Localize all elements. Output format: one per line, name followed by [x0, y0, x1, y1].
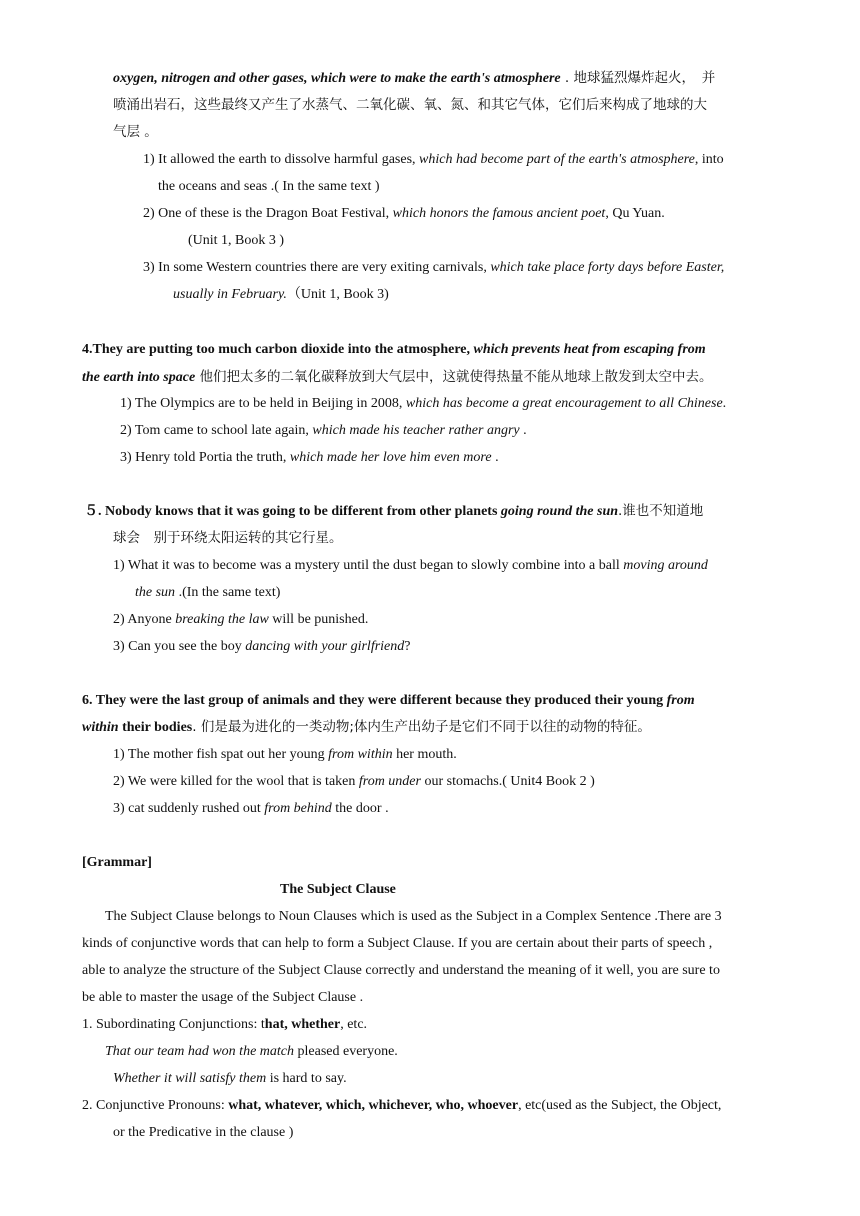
example-italic: which made his teacher rather angry: [312, 423, 520, 438]
example-text: ?: [404, 639, 411, 654]
example-text: 3) Henry told Portia the truth,: [120, 450, 290, 465]
heading-translation: . 们是最为进化的一类动物;体内生产出幼子是它们不同于以往的动物的特征。: [192, 719, 651, 735]
example-text: our stomachs.( Unit4 Book 2 ): [420, 774, 595, 789]
item-text: , etc.: [340, 1017, 368, 1032]
example-text: 3) In some Western countries there are very exiting carnivals,: [143, 260, 491, 275]
item-text: 1. Subordinating Conjunctions: t: [82, 1017, 265, 1032]
heading-bold-italic: the earth into space: [82, 370, 196, 385]
section-4-heading: [82, 340, 706, 360]
grammar-item-2-cont: or the Predicative in the clause ): [113, 1125, 294, 1140]
section-5-heading-cont: 球会 别于环绕太阳运转的其它行星。: [113, 530, 343, 546]
example-text: （Unit 1, Book 3): [286, 287, 389, 302]
intro-example-2: [143, 204, 665, 224]
example-text: is hard to say.: [266, 1071, 347, 1086]
example-text: 3) cat suddenly rushed out: [113, 801, 265, 816]
intro-line-3: 气层 。: [113, 124, 158, 140]
example-italic: which made her love him even more: [289, 450, 492, 465]
grammar-para-1: The Subject Clause belongs to Noun Clauses which is used as the Subject in a Complex Sentence .There are 3: [105, 909, 722, 924]
section-5-example-2: [113, 610, 368, 630]
example-text: 2) Tom came to school late again,: [120, 423, 313, 438]
example-text: 1) The Olympics are to be held in Beijing in 2008,: [120, 396, 406, 411]
example-italic: moving around: [623, 558, 708, 573]
example-italic: the sun: [135, 585, 176, 600]
example-italic: Whether it will satisfy them: [113, 1071, 267, 1086]
example-italic: which has become a great encouragement to all Chinese: [405, 396, 723, 411]
section-4-example-1: [120, 394, 726, 414]
section-6-heading: [82, 691, 695, 711]
item-bold: what, whatever, which, whichever, who, whoever: [228, 1098, 519, 1113]
example-text: the door .: [331, 801, 389, 816]
heading-bold-italic: going round the sun: [500, 504, 619, 519]
intro-example-2-cont: (Unit 1, Book 3 ): [188, 233, 285, 248]
example-text: 1) It allowed the earth to dissolve harmful gases,: [143, 152, 420, 167]
example-text: .(In the same text): [175, 585, 281, 600]
item-bold: hat, whether: [264, 1017, 341, 1032]
heading-bold-italic: within: [82, 720, 119, 735]
section-5-heading: [84, 501, 703, 521]
intro-line-2: 喷涌出岩石，这些最终又产生了水蒸气、二氧化碳、氧、氮、和其它气体，它们后来构成了地球的大: [113, 97, 707, 113]
section-4-example-2: [120, 421, 527, 441]
example-text: 2) We were killed for the wool that is taken: [113, 774, 359, 789]
heading-bold-italic: which prevents heat from escaping from: [473, 342, 706, 357]
heading-translation: .谁也不知道地: [618, 503, 704, 519]
item-text: 2. Conjunctive Pronouns:: [82, 1098, 229, 1113]
example-text: 1) The mother fish spat out her young: [113, 747, 329, 762]
example-italic: That our team had won the match: [105, 1044, 294, 1059]
example-italic: which take place forty days before Easter,: [490, 260, 725, 275]
example-text: 1) What it was to become was a mystery until the dust began to slowly combine into a ball: [113, 558, 624, 573]
section-5-example-1-cont: [135, 583, 280, 603]
example-text: .: [491, 450, 499, 465]
grammar-item-1: [82, 1015, 367, 1035]
heading-bold: their bodies: [118, 720, 193, 735]
intro-example-1: [143, 150, 724, 170]
example-text: , into: [694, 152, 724, 167]
example-text: her mouth.: [392, 747, 457, 762]
heading-bold: 6. They were the last group of animals and they were different because they produced their young: [82, 693, 667, 708]
section-5-example-1: [113, 556, 708, 576]
intro-line-1: [113, 68, 777, 88]
grammar-label: [Grammar]: [82, 855, 152, 870]
grammar-para-4: be able to master the usage of the Subject Clause .: [82, 990, 364, 1005]
example-text: 2) Anyone: [113, 612, 176, 627]
section-4-example-3: [120, 448, 499, 468]
intro-example-3: [143, 258, 724, 278]
grammar-item-1-example-2: [113, 1069, 347, 1089]
example-italic: dancing with your girlfriend: [245, 639, 405, 654]
example-italic: breaking the law: [175, 612, 269, 627]
example-italic: usually in February.: [173, 287, 287, 302]
example-italic: from behind: [264, 801, 332, 816]
example-text: .: [722, 396, 727, 411]
example-text: 3) Can you see the boy: [113, 639, 246, 654]
section-6-example-2: [113, 772, 595, 792]
example-italic: from under: [358, 774, 421, 789]
heading-translation: 他们把太多的二氧化碳释放到大气层中，这就使得热量不能从地球上散发到太空中去。: [195, 369, 713, 385]
intro-example-1-cont: the oceans and seas .( In the same text ): [158, 179, 380, 194]
intro-example-3-cont: [173, 285, 389, 305]
item-text: , etc(used as the Subject, the Object,: [518, 1098, 722, 1113]
grammar-title: The Subject Clause: [280, 882, 396, 897]
example-text: .: [519, 423, 527, 438]
section-6-example-3: [113, 799, 389, 819]
heading-bold: ５. Nobody knows that it was going to be different from other planets: [84, 504, 501, 519]
grammar-para-3: able to analyze the structure of the Subject Clause correctly and understand the meaning of it well, you are sure to: [82, 963, 720, 978]
grammar-item-2: [82, 1096, 721, 1116]
heading-bold: 4.They are putting too much carbon dioxide into the atmosphere,: [82, 342, 474, 357]
grammar-para-2: kinds of conjunctive words that can help to form a Subject Clause. If you are certain about their parts of speech ,: [82, 936, 713, 951]
example-text: will be punished.: [268, 612, 369, 627]
example-italic: which had become part of the earth's atmosphere: [419, 152, 695, 167]
example-text: , Qu Yuan.: [605, 206, 665, 221]
grammar-item-1-example-1: [105, 1042, 398, 1062]
section-5-example-3: [113, 637, 410, 657]
intro-line-1-en: oxygen, nitrogen and other gases, which were to make the earth's atmosphere: [113, 71, 561, 86]
section-6-example-1: [113, 745, 457, 765]
example-text: pleased everyone.: [294, 1044, 398, 1059]
section-6-heading-cont: [82, 717, 651, 737]
intro-line-1-cn: . 地球猛烈爆炸起火， 并: [560, 70, 716, 86]
heading-bold-italic: from: [666, 693, 695, 708]
example-text: 2) One of these is the Dragon Boat Festival,: [143, 206, 393, 221]
section-4-heading-cont: [82, 367, 712, 387]
example-italic: which honors the famous ancient poet: [392, 206, 606, 221]
example-italic: from within: [328, 747, 393, 762]
